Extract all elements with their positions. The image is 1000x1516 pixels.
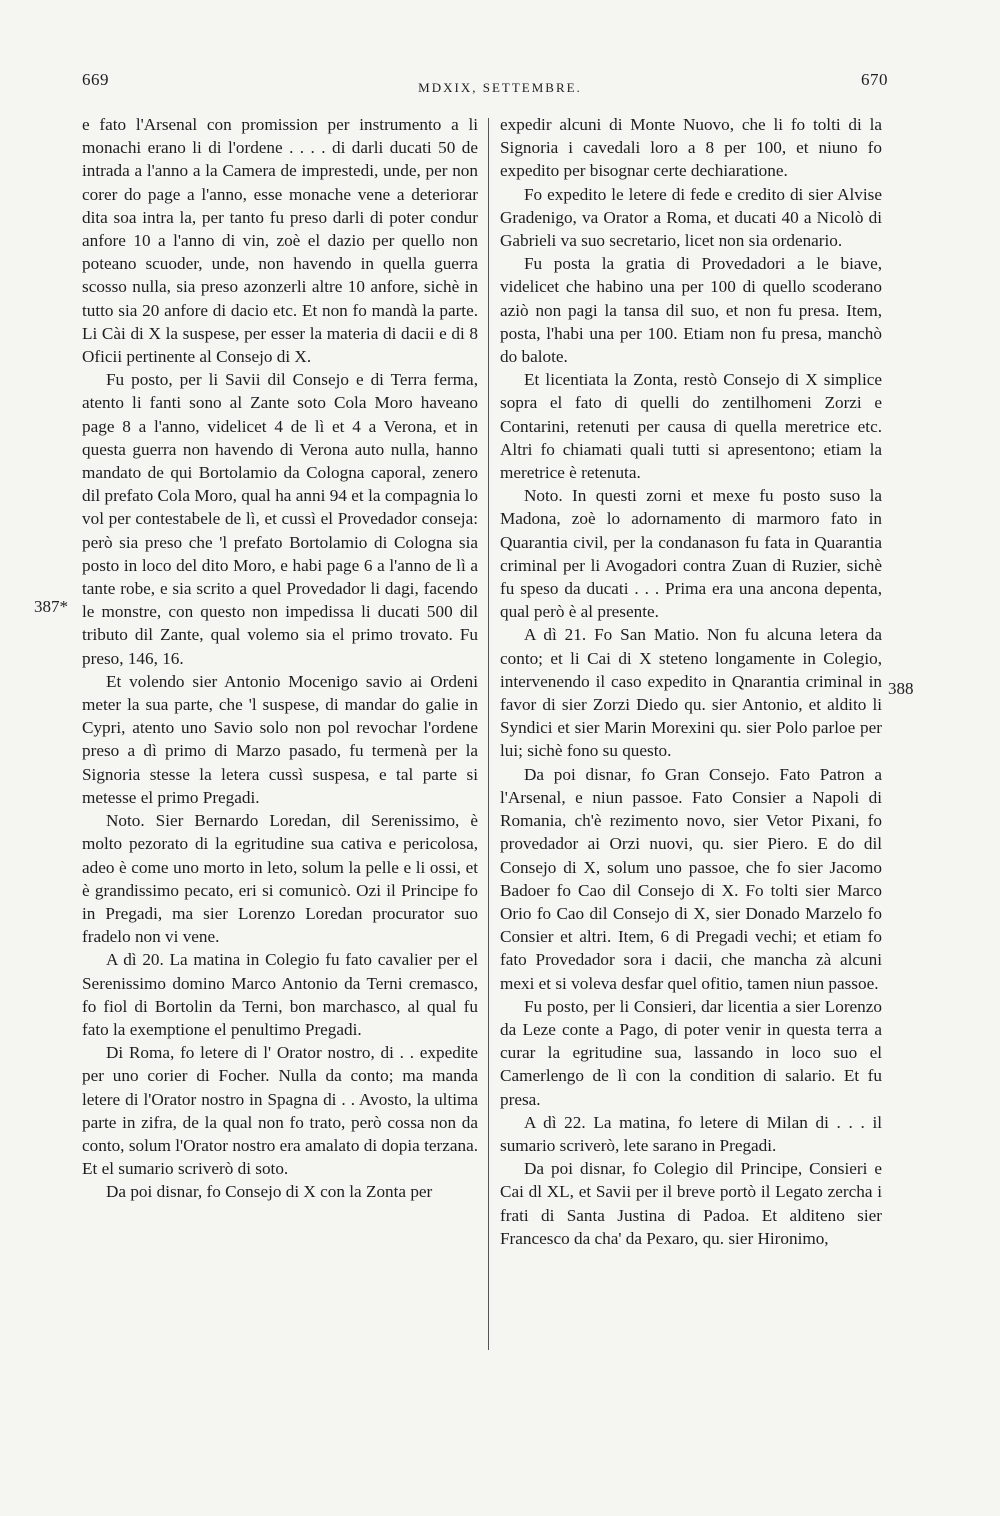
- margin-note-left: 387*: [34, 597, 68, 616]
- paragraph: Fu posto, per li Savii dil Consejo e di Terra ferma, atento li fanti sono al Zante soto Cola Moro haveano page 8 a l'anno, videlicet 4 de lì et 4 a Verona, et in questa guerra non havendo di Verona auto nulla, hanno mandato de qui Bortolamio da Cologna caporal, zenero dil prefato Cola Moro, qual ha anni 94 et la compagnia lo vol per contestabele de lì, et cussì el Provedador conseja: però sia preso che 'l prefato Bortolamio di Cologna sia posto in loco del dito Moro, e habi page 6 a l'anno de lì a tante robe, e sia scrito a quel Provedador li dagi, facendo le monstre, con questo non impedissa li ducati 500 dil tributo dil Zante, qual volemo sia el primo trovato. Fu preso, 146, 16.: [82, 370, 478, 668]
- paragraph: Noto. In questi zorni et mexe fu posto suso la Madona, zoè lo adornamento di marmoro fato in Quarantia civil, per la condanason fu fata in Quarantia criminal per li Avogadori contra Zuan di Ruzier, sichè fu speso da ducati . . . Prima era una ancona depenta, qual però è al presente.: [500, 486, 882, 622]
- paragraph: Et licentiata la Zonta, restò Consejo di X simplice sopra el fato di quelli do zentilhomeni Zorzi e Contarini, retenuti per causa di quella meretrice etc. Altri fo chiamati quali tutti si apresentono; etiam la meretrice è retenuta.: [500, 370, 882, 483]
- paragraph: Da poi disnar, fo Consejo di X con la Zonta per: [106, 1182, 433, 1202]
- running-title: MDXIX, SETTEMBRE.: [418, 80, 582, 95]
- left-column: [82, 113, 478, 1204]
- paragraph: A dì 20. La matina in Colegio fu fato cavalier per el Serenissimo domino Marco Antonio da Terni cremasco, fo fiol di Bortolin da Terni, bon marchasco, al qual fu fato la exemptione el penultimo Pregadi.: [82, 950, 478, 1039]
- paragraph: Fo expedito le letere di fede e credito di sier Alvise Gradenigo, va Orator a Roma, et ducati 40 a Nicolò di Gabrieli va suo secretario, licet non sia ordenario.: [500, 184, 882, 251]
- paragraph: Da poi disnar, fo Gran Consejo. Fato Patron a l'Arsenal, e niun passoe. Fato Consier a Napoli di Romania, ch'è rezimento novo, sier Vetor Pixani, fo provedador ai Orzi nuovi, qu. sier Piero. E do dil Consejo di X, solum uno passoe, che fo sier Jacomo Badoer fo Cao dil Consejo di X. Fo tolti sier Marco Orio fo Cao dil Consejo di X, sier Donado Marzelo fo Consier et altri. Item, 6 di Pregadi vechi; et etiam fo fato Provedador sora i dacii, che mancha zà alcuni mexi et si voleva desfar quel ofitio, tamen niun passoe.: [500, 764, 882, 993]
- paragraph: Di Roma, fo letere di l' Orator nostro, di . . expedite per uno corier di Focher. Nulla da conto; ma manda letere di l'Orator nostro in Spagna di . . Avosto, la ultima parte in zifra, de la qual non fo trato, però cossa non da conto, solum l'Orator nostro era amalato di dopia terzana. Et el sumario scriverò di soto.: [82, 1043, 478, 1179]
- paragraph: Noto. Sier Bernardo Loredan, dil Serenissimo, è molto pezorato di la egritudine sua cativa e pericolosa, adeo è come uno morto in leto, solum la pelle e li ossi, et è grandissimo pecato, eri si comunicò. Ozi il Principe fo in Pregadi, ma sier Lorenzo Loredan procurator suo fradelo non vi vene.: [82, 811, 478, 947]
- right-page-number: 670: [861, 70, 888, 89]
- margin-note-right: 388: [888, 679, 914, 698]
- paragraph: e fato l'Arsenal con promission per instrumento a li monachi erano li di l'ordene . . . . di darli ducati 50 de intrada a l'anno a la Camera de imprestedi, unde, per non corer do page a l'anno, esse monache vene a deteriorar dita soa intra la, per tanto fu preso darli di poter condur anfore 10 a l'anno di vin, zoè el dazio per quello non poteano scuoder, unde, non havendo in quella guerra scosso nulla, sia preso azonzerli altre 10 anfore, sichè in tutto sia 20 anfore di dacio etc. Et non fo mandà la parte. Li Cài di X la suspese, per esser la materia di dacii e di 8 Oficii pertinente al Consejo di X.: [82, 115, 478, 367]
- paragraph: Et volendo sier Antonio Mocenigo savio ai Ordeni meter la sua parte, che 'l suspese, di mandar do galie in Cypri, atento uno Savio solo non pol revochar l'ordene preso a dì primo di Marzo pasado, fu termenà per la Signoria stesse la letera cussì suspesa, e tal parte si metesse el primo Pregadi.: [82, 671, 478, 807]
- paragraph: Da poi disnar, fo Colegio dil Principe, Consieri e Cai dl XL, et Savii per il breve portò il Legato zercha i frati di Santa Justina di Padoa. Et alditeno sier Francesco da cha' da Pexaro, qu. sier Hironimo,: [500, 1159, 882, 1248]
- column-divider: [488, 118, 489, 1350]
- paragraph: expedir alcuni di Monte Nuovo, che li fo tolti di la Signoria i cavedali loro a 8 per 100, et niuno fo expedito per bisognar certe dechiaratione.: [500, 115, 882, 181]
- right-column: [500, 113, 882, 1250]
- paragraph: Fu posta la gratia di Provedadori a le biave, videlicet che habino una per 100 di quello scoderano aziò non pagi la tansa dil suo, et non fu presa. Item, posta, l'habi una per 100. Etiam non fu presa, manchò do balote.: [500, 254, 882, 367]
- paragraph: A dì 22. La matina, fo letere di Milan di . . . il sumario scriverò, lete sarano in Pregadi.: [500, 1112, 882, 1155]
- paragraph: A dì 21. Fo San Matio. Non fu alcuna letera da conto; et li Cai di X steteno longamente in Colegio, intervenendo il caso expedito in Qnarantia criminal in favor di sier Zorzi Diedo qu. sier Antonio, et aldito li Syndici et sier Marin Morexini qu. sier Polo parloe per lui; sichè fono su questo.: [500, 625, 882, 761]
- paragraph: Fu posto, per li Consieri, dar licentia a sier Lorenzo da Leze conte a Pago, di poter venir in questa terra a curar la egritudine sua, lassando in loco suo el Camerlengo de lì con la condition di salario. Et fu presa.: [500, 996, 882, 1109]
- left-page-number: 669: [82, 70, 109, 89]
